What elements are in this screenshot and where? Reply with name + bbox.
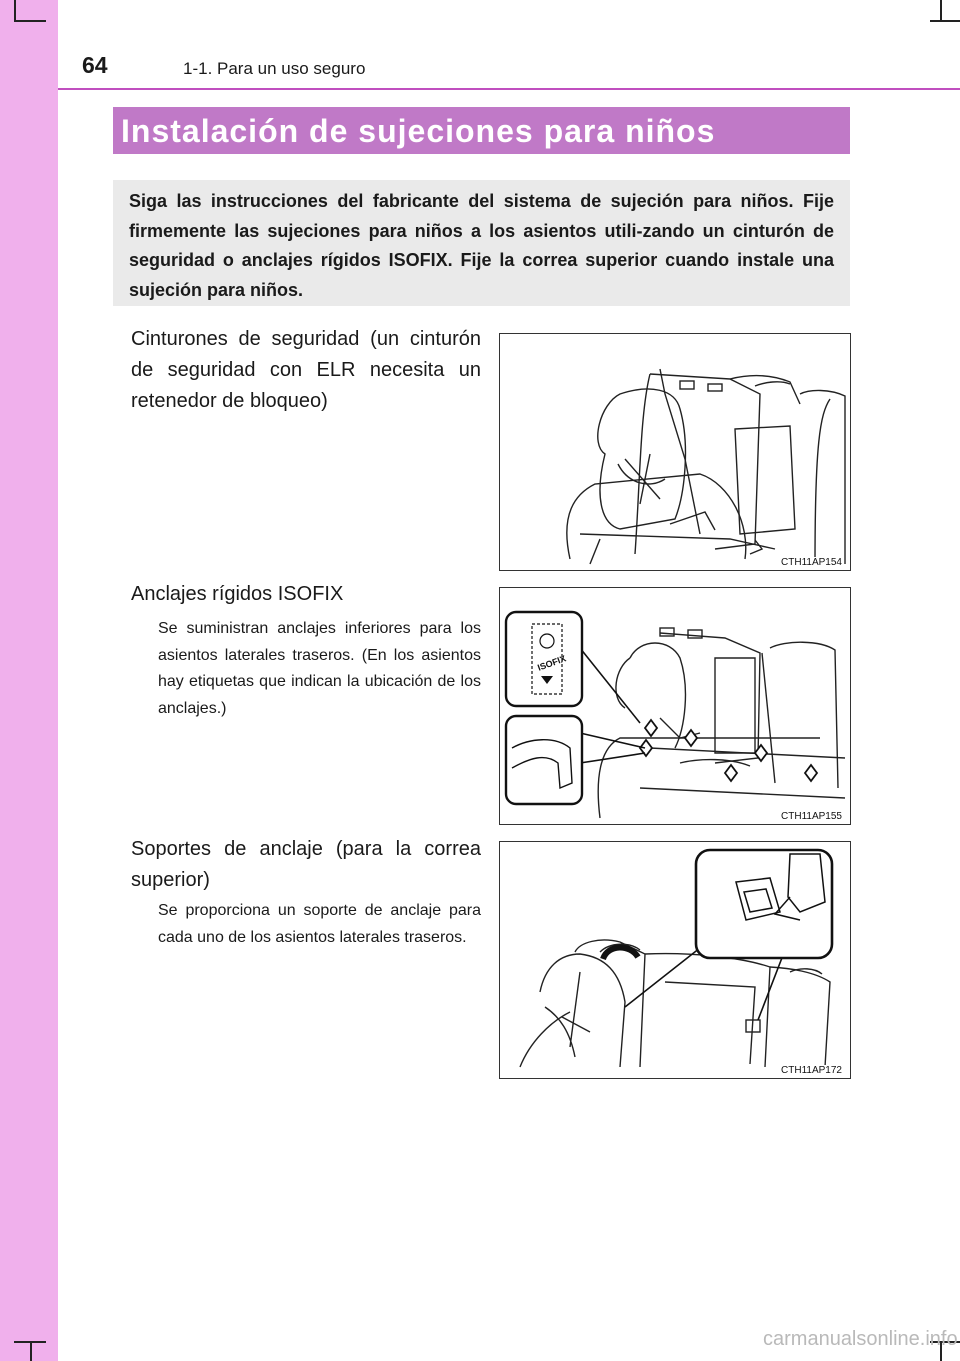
isofix-label-text: ISOFIX [536, 653, 568, 673]
crop-mark-top-right [940, 0, 942, 22]
tether-anchor-illustration [500, 842, 850, 1078]
page-number: 64 [82, 52, 108, 78]
intro-text: Siga las instrucciones del fabricante del sistema de sujeción para niños. Fije firmemente las sujeciones para niños a los asientos utili-zando un cinturón de seguridad o anclajes rígidos ISOFIX. Fije la correa superior cuando instale una sujeción para niños. [129, 191, 834, 300]
figure-isofix-anchors [499, 587, 851, 825]
item-title-seatbelts: Cinturones de seguridad (un cinturón de seguridad con ELR necesita un retenedor de bloqueo) [131, 328, 481, 412]
figure-code: CTH11AP155 [781, 811, 842, 822]
running-header: 1-1. Para un uso seguro [183, 59, 366, 78]
figure-seatbelt-installation [499, 333, 851, 571]
crop-mark-bottom-left [30, 1341, 32, 1361]
isofix-anchor-illustration [500, 588, 850, 824]
item-title-isofix: Anclajes rígidos ISOFIX [131, 583, 344, 605]
section-title-bar [113, 107, 850, 154]
item-desc-isofix: Se suministran anclajes inferiores para los asientos laterales traseros. (En los asientos hay etiquetas que indican la ubicación de los anclajes.) [158, 620, 481, 717]
child-seat-belt-illustration [500, 334, 850, 570]
watermark: carmanualsonline.info [763, 1328, 958, 1350]
figure-code: CTH11AP172 [781, 1065, 842, 1076]
crop-mark-top-left [14, 20, 46, 22]
page-side-band [0, 0, 58, 1361]
section-title: Instalación de sujeciones para niños [121, 113, 716, 149]
crop-mark-top-left [14, 0, 16, 22]
figure-anchor-brackets [499, 841, 851, 1079]
figure-code: CTH11AP154 [781, 557, 842, 568]
crop-mark-top-right [930, 20, 960, 22]
header-rule [58, 88, 960, 90]
item-title-anchor-brackets: Soportes de anclaje (para la correa superior) [131, 838, 481, 891]
item-desc-anchor-brackets: Se proporciona un soporte de anclaje para cada uno de los asientos laterales traseros. [158, 902, 481, 946]
intro-box [113, 180, 850, 306]
